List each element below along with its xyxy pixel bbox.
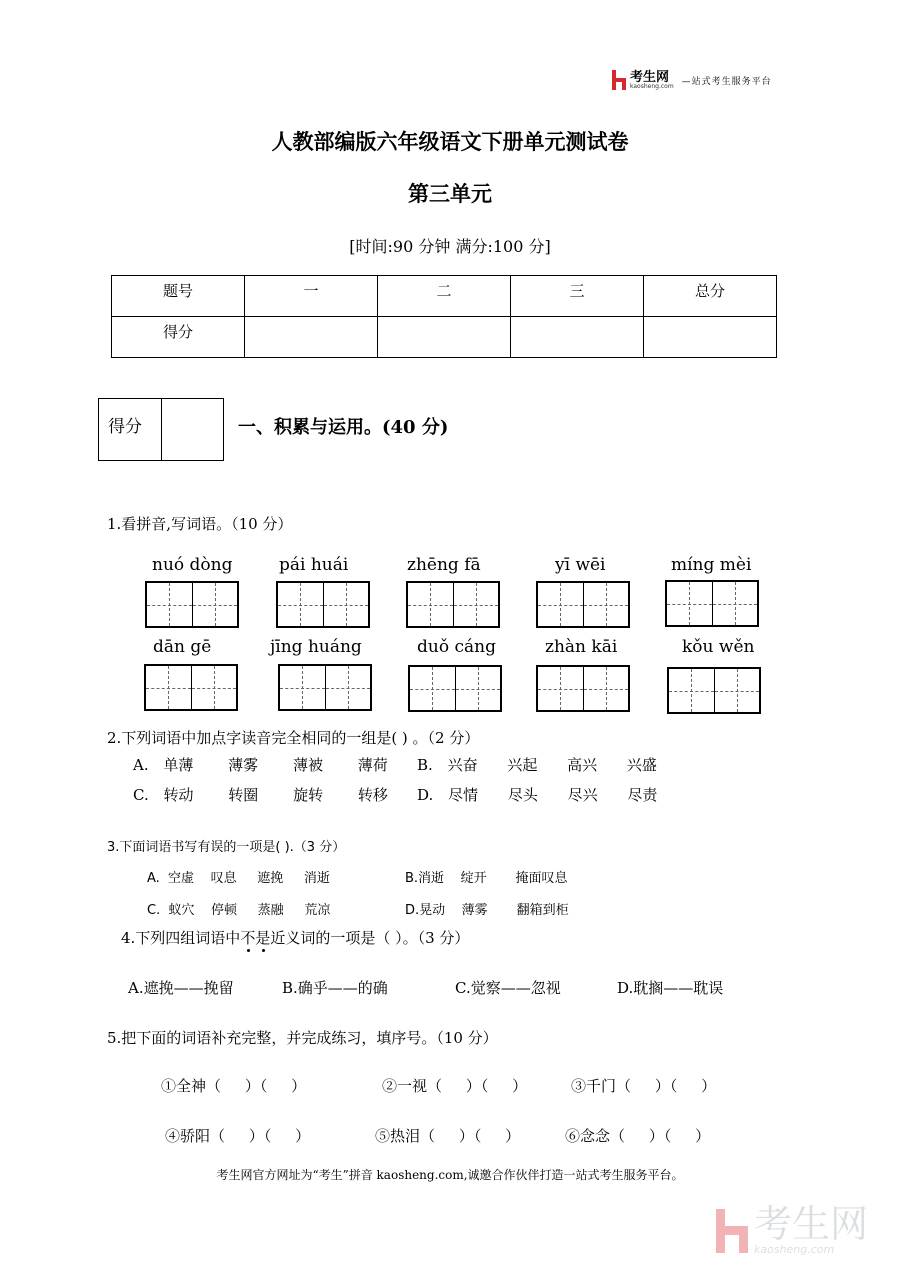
score-cell[interactable]	[378, 317, 511, 358]
pinyin-label: míng mèi	[671, 555, 752, 575]
writing-grid[interactable]	[144, 664, 238, 711]
q5-item: ⑤热泪（ ）（ ）	[375, 1127, 521, 1145]
q2-option-c	[133, 784, 418, 805]
q5-item: ②一视（ ）（ ）	[382, 1077, 528, 1095]
score-cell[interactable]	[245, 317, 378, 358]
question-5: 5.把下面的词语补充完整，并完成练习，填序号。（10 分）	[107, 1029, 498, 1047]
option-letter: A.	[133, 756, 149, 774]
q2-word: 尽兴	[567, 786, 598, 804]
section-title: 一、积累与运用。(40 分)	[238, 417, 449, 438]
q2-word: 尽情	[448, 786, 479, 804]
q4-option-a: A.遮挽——挽留	[128, 979, 234, 997]
q2-word: 兴盛	[626, 756, 657, 774]
section-score-label: 得分	[99, 399, 162, 460]
score-header: 题号	[112, 276, 245, 317]
pinyin-label: duǒ cáng	[417, 637, 496, 657]
watermark-sub: kaosheng.com	[754, 1243, 835, 1256]
page-title: 人教部编版六年级语文下册单元测试卷	[271, 129, 629, 154]
q2-word: 旋转	[293, 786, 324, 804]
question-2: 2.下列词语中加点字读音完全相同的一组是( ) 。（2 分）	[107, 729, 480, 747]
q2-word: 单薄	[163, 756, 194, 774]
page-subtitle: 第三单元	[408, 181, 492, 206]
q4-option-c: C.觉察——忽视	[455, 979, 561, 997]
q5-item: ④骄阳（ ）（ ）	[165, 1127, 311, 1145]
writing-grid[interactable]	[665, 580, 759, 627]
brand-logo	[612, 70, 772, 90]
section-score-box	[98, 398, 224, 461]
pinyin-label: kǒu wěn	[682, 637, 755, 657]
pinyin-label: zhàn kāi	[545, 637, 618, 657]
watermark-logo-icon	[716, 1209, 748, 1253]
time-info: [时间:90 分钟 满分:100 分]	[349, 237, 551, 256]
watermark-name: 考生网	[754, 1202, 869, 1246]
q2-word: 尽责	[627, 786, 658, 804]
logo-icon	[612, 70, 626, 90]
q5-item: ①全神（ ）（ ）	[161, 1077, 307, 1095]
q4-option-b: B.确乎——的确	[282, 979, 388, 997]
pinyin-label: nuó dòng	[152, 555, 233, 575]
logo-name: 考生网	[630, 69, 670, 85]
writing-grid[interactable]	[276, 581, 370, 628]
q2-option-a	[133, 754, 418, 775]
question-4	[121, 927, 469, 948]
q2-word: 高兴	[567, 756, 598, 774]
writing-grid[interactable]	[406, 581, 500, 628]
q2-word: 转动	[163, 786, 194, 804]
pinyin-label: zhēng fā	[407, 555, 481, 575]
pinyin-label: pái huái	[279, 555, 349, 575]
question-3: 3.下面词语书写有误的一项是( ).（3 分）	[107, 840, 346, 855]
option-letter: C.	[133, 786, 149, 804]
watermark	[716, 1202, 869, 1256]
writing-grid[interactable]	[536, 665, 630, 712]
score-row-label: 得分	[112, 317, 245, 358]
score-table-header-row	[112, 276, 777, 317]
q2-word: 兴奋	[447, 756, 478, 774]
score-table	[111, 275, 777, 358]
score-header: 三	[511, 276, 644, 317]
q2-word: 薄雾	[228, 756, 259, 774]
q4-option-d: D.耽搁——耽误	[617, 979, 724, 997]
logo-sub: kaosheng.com	[630, 82, 674, 90]
option-letter: B.	[417, 756, 433, 774]
question-1: 1.看拼音,写词语。（10 分）	[107, 515, 293, 533]
writing-grid[interactable]	[408, 665, 502, 712]
writing-grid[interactable]	[278, 664, 372, 711]
score-header: 一	[245, 276, 378, 317]
pinyin-label: jīng huáng	[270, 637, 362, 657]
score-cell[interactable]	[511, 317, 644, 358]
writing-grid[interactable]	[667, 667, 761, 714]
score-header: 二	[378, 276, 511, 317]
q5-item: ⑥念念（ ）（ ）	[565, 1127, 711, 1145]
score-header: 总分	[644, 276, 777, 317]
q3-option-b: B.消逝 绽开 掩面叹息	[405, 871, 568, 886]
score-cell[interactable]	[644, 317, 777, 358]
score-table-row	[112, 317, 777, 358]
writing-grid[interactable]	[145, 581, 239, 628]
q4-prompt-end: 近义词的一项是（ ）。（3 分）	[270, 929, 470, 947]
q2-option-b	[417, 754, 682, 775]
q3-option-a: A. 空虚 叹息 遮挽 消逝	[147, 871, 330, 886]
q2-word: 薄荷	[357, 756, 388, 774]
option-letter: D.	[417, 786, 434, 804]
writing-grid[interactable]	[536, 581, 630, 628]
q3-option-c: C. 蚁穴 停顿 蒸融 荒凉	[147, 903, 331, 918]
pinyin-label: dān gē	[153, 637, 212, 657]
footer-text: 考生网官方网址为“考生”拼音 kaosheng.com,诚邀合作伙伴打造一站式考生服务平台。	[216, 1168, 684, 1182]
q4-prompt-start: 4.下列四组词语中	[121, 929, 241, 947]
q2-word: 兴起	[507, 756, 538, 774]
q2-word: 尽头	[507, 786, 538, 804]
q2-word: 转移	[357, 786, 388, 804]
q4-dotted-char: 不	[240, 929, 256, 947]
q4-dotted-char: 是	[255, 929, 271, 947]
q2-word: 薄被	[292, 756, 323, 774]
q3-option-d: D.晃动 薄雾 翻箱到柜	[405, 903, 569, 918]
logo-slogan: —站式考生服务平台	[681, 76, 772, 87]
pinyin-label: yī wēi	[555, 555, 606, 575]
q2-option-d	[417, 784, 682, 805]
q5-item: ③千门（ ）（ ）	[571, 1077, 717, 1095]
q2-word: 转圈	[228, 786, 259, 804]
